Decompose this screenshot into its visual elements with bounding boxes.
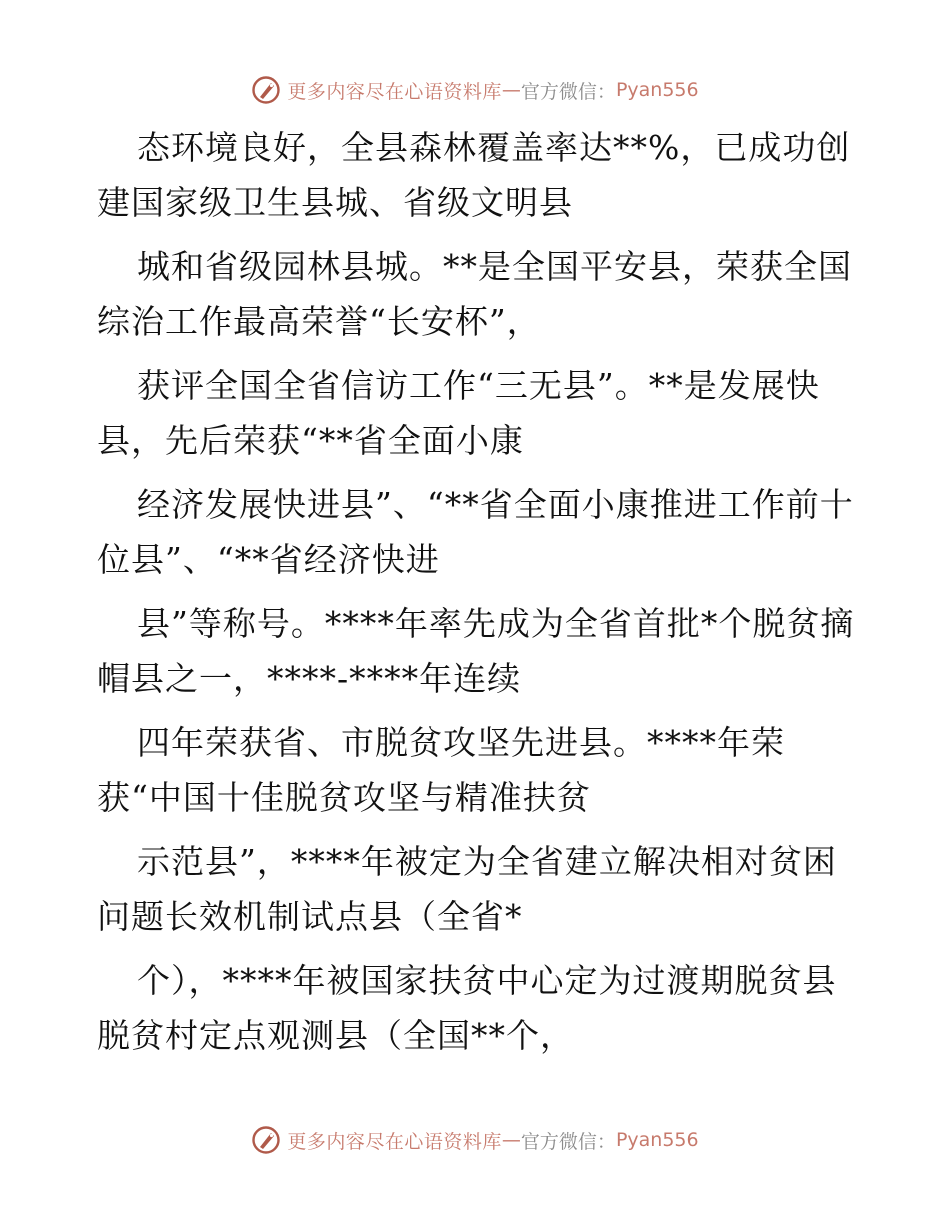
- pen-nib-circle-icon: [251, 75, 281, 105]
- watermark-dash: —: [501, 79, 521, 101]
- paragraph: 经济发展快进县”、“**省全面小康推进工作前十位县”、“**省经济快进: [97, 485, 854, 579]
- document-body: [97, 120, 867, 1072]
- watermark-brand: 更多内容尽在心语资料库: [287, 1130, 502, 1153]
- watermark-wechat-id: Pyan556: [615, 1129, 699, 1151]
- watermark-dash: —: [501, 1129, 521, 1151]
- header-watermark: [0, 70, 950, 110]
- paragraph: 获评全国全省信访工作“三无县”。**是发展快县，先后荣获“**省全面小康: [97, 366, 820, 460]
- paragraph: 县”等称号。****年率先成为全省首批*个脱贫摘帽县之一，****-****年连续: [97, 604, 855, 698]
- watermark-brand: 更多内容尽在心语资料库: [287, 80, 502, 103]
- paragraph: 示范县”，****年被定为全省建立解决相对贫困问题长效机制试点县（全省*: [97, 842, 837, 936]
- footer-watermark: [0, 1120, 950, 1160]
- paragraph: 四年荣获省、市脱贫攻坚先进县。****年荣获“中国十佳脱贫攻坚与精准扶贫: [97, 723, 785, 817]
- pen-nib-circle-icon: [251, 1125, 281, 1155]
- watermark-label: 官方微信：: [520, 1130, 616, 1153]
- paragraph: 态环境良好，全县森林覆盖率达**%，已成功创建国家级卫生县城、省级文明县: [97, 128, 851, 222]
- watermark-label: 官方微信：: [520, 80, 616, 103]
- watermark-wechat-id: Pyan556: [615, 79, 699, 101]
- paragraph: 城和省级园林县城。**是全国平安县，荣获全国综治工作最高荣誉“长安杯”，: [97, 247, 852, 341]
- paragraph: 个），****年被国家扶贫中心定为过渡期脱贫县脱贫村定点观测县（全国**个，: [97, 961, 837, 1055]
